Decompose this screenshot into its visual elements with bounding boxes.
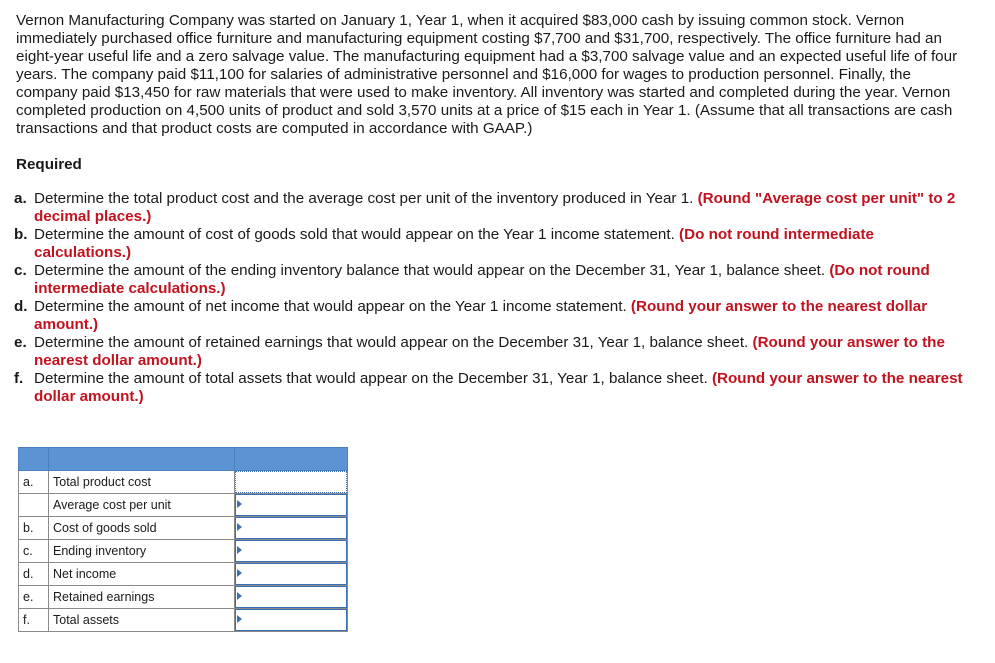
table-row (19, 563, 348, 586)
net-income-input[interactable] (235, 563, 347, 585)
problem-intro: Vernon Manufacturing Company was started on January 1, Year 1, when it acquired $83,000 cash by issuing common stock. Vernon immediately purchased office furniture and manufacturing equipment costing $7,700 and $31,700, respectively. The office furniture had an eight-year useful life and a zero salvage value. The manufacturing equipment had a $3,700 salvage value and an expected useful life of four years. The company paid $11,100 for salaries of administrative personnel and $16,000 for wages to production personnel. Finally, the company paid $13,450 for raw materials that were used to make inventory. All inventory was started and completed during the year. Vernon completed production on 4,500 units of product and sold 3,570 units at a price of $15 each in Year 1. (Assume that all transactions are cash transactions and that product costs are computed in accordance with GAAP.) (16, 12, 958, 137)
requirement-note: (Do not round intermediate calculations.) (34, 262, 930, 297)
row-letter: a. (19, 471, 49, 494)
input-marker-icon (237, 523, 242, 531)
requirement-note: (Round "Average cost per unit" to 2 decimal places.) (34, 190, 956, 225)
requirement-text: Determine the amount of total assets that would appear on the December 31, Year 1, balance sheet. (34, 370, 708, 387)
input-marker-icon (237, 546, 242, 554)
requirement-f (14, 370, 964, 406)
row-letter (19, 494, 49, 517)
requirement-a (14, 190, 964, 226)
requirement-note: (Do not round intermediate calculations.) (34, 226, 874, 261)
table-row (19, 540, 348, 563)
row-label: Total product cost (49, 471, 235, 494)
row-label: Total assets (49, 609, 235, 632)
ending-inventory-input[interactable] (235, 540, 347, 562)
table-row (19, 517, 348, 540)
row-letter: f. (19, 609, 49, 632)
requirement-text: Determine the amount of retained earnings that would appear on the December 31, Year 1, balance sheet. (34, 334, 749, 351)
input-marker-icon (237, 569, 242, 577)
requirement-text: Determine the amount of the ending inventory balance that would appear on the December 31, Year 1, balance sheet. (34, 262, 826, 279)
requirement-text: Determine the total product cost and the average cost per unit of the inventory produced in Year 1. (34, 190, 694, 207)
required-heading: Required (16, 156, 82, 173)
input-marker-icon (237, 500, 242, 508)
requirement-letter: b. (14, 226, 28, 243)
table-row (19, 609, 348, 632)
input-marker-icon (237, 615, 242, 623)
retained-earnings-input[interactable] (235, 586, 347, 608)
requirement-d (14, 298, 964, 334)
answer-table (18, 447, 348, 632)
row-letter: c. (19, 540, 49, 563)
row-label: Average cost per unit (49, 494, 235, 517)
requirement-note: (Round your answer to the nearest dollar amount.) (34, 298, 928, 333)
cost-of-goods-sold-input[interactable] (235, 517, 347, 539)
requirement-c (14, 262, 964, 298)
row-label: Retained earnings (49, 586, 235, 609)
requirement-text: Determine the amount of net income that would appear on the Year 1 income statement. (34, 298, 627, 315)
total-assets-input[interactable] (235, 609, 347, 631)
input-marker-icon (237, 592, 242, 600)
total-product-cost-input[interactable] (235, 471, 347, 493)
row-label: Ending inventory (49, 540, 235, 563)
requirement-note: (Round your answer to the nearest dollar amount.) (34, 370, 963, 405)
average-cost-per-unit-input[interactable] (235, 494, 347, 516)
row-letter: d. (19, 563, 49, 586)
row-label: Cost of goods sold (49, 517, 235, 540)
requirement-letter: a. (14, 190, 27, 207)
table-row (19, 586, 348, 609)
requirement-letter: c. (14, 262, 27, 279)
requirement-e (14, 334, 964, 370)
requirement-letter: f. (14, 370, 24, 387)
requirement-b (14, 226, 964, 262)
requirement-letter: d. (14, 298, 28, 315)
row-label: Net income (49, 563, 235, 586)
row-letter: e. (19, 586, 49, 609)
table-header-row (19, 448, 348, 471)
table-row (19, 494, 348, 517)
requirement-note: (Round your answer to the nearest dollar amount.) (34, 334, 945, 369)
requirement-text: Determine the amount of cost of goods sold that would appear on the Year 1 income statement. (34, 226, 675, 243)
requirements-list (14, 190, 964, 406)
requirement-letter: e. (14, 334, 27, 351)
row-letter: b. (19, 517, 49, 540)
table-row (19, 471, 348, 494)
